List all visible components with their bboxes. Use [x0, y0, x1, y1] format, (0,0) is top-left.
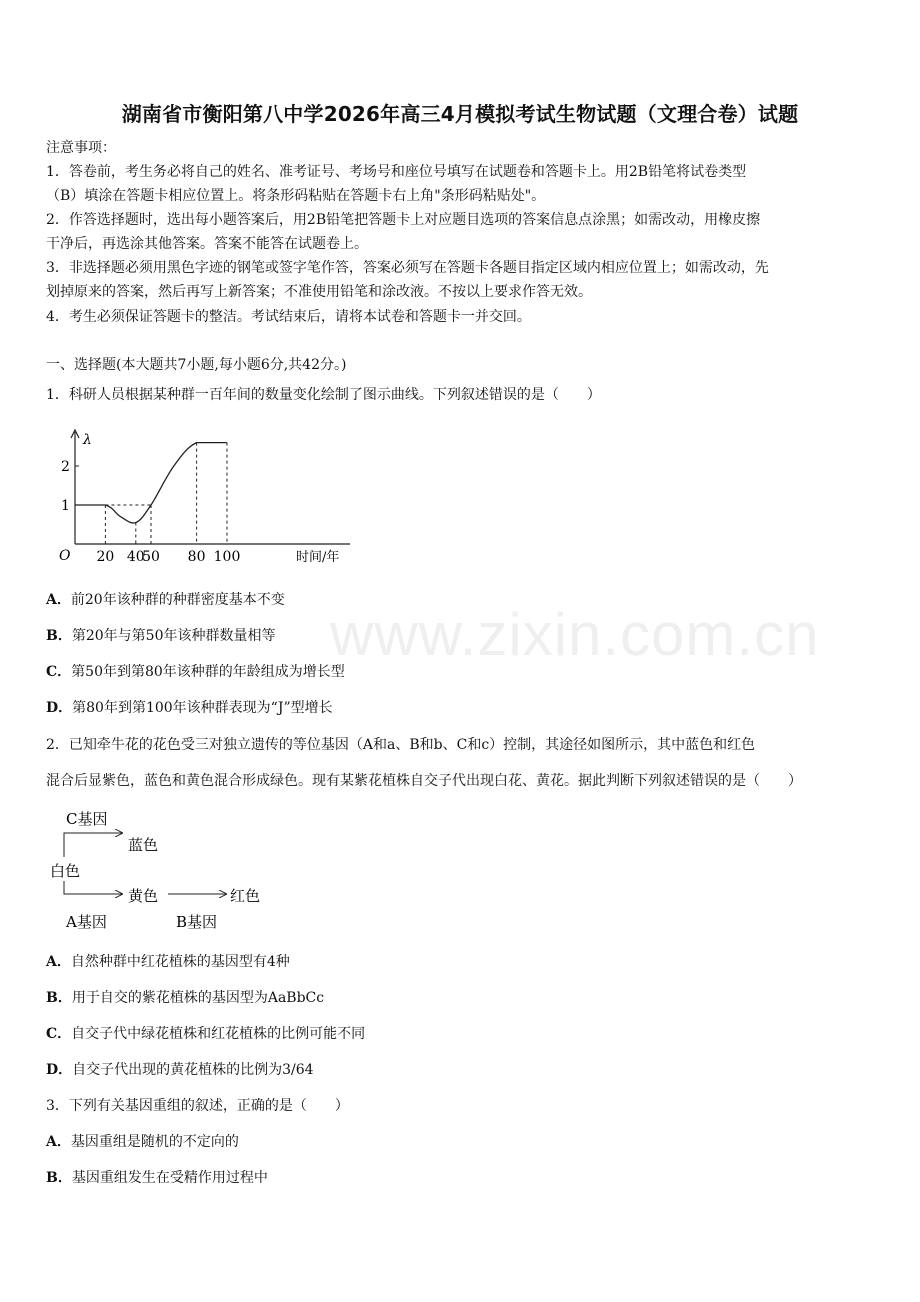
red-label: 红色 [230, 887, 261, 905]
origin-label: O [59, 548, 71, 564]
q2-option-d[interactable]: D．自交子代出现的黄花植株的比例为3/64 [46, 1062, 314, 1078]
x-tick-label: 50 [142, 549, 160, 565]
q2-option-a[interactable]: A．自然种群中红花植株的基因型有4种 [46, 954, 290, 970]
watermark: www.zixin.com.cn [330, 601, 820, 668]
x-tick-label: 100 [213, 549, 241, 565]
q2-stem-line1: 2．已知牵牛花的花色受三对独立遗传的等位基因（A和a、B和b、C和c）控制，其途径如图所示，其中蓝色和红色 [46, 737, 756, 753]
notice-line: 划掉原来的答案，然后再写上新答案；不准使用铅笔和涂改液。不按以上要求作答无效。 [46, 284, 592, 300]
q2-option-c[interactable]: C．自交子代中绿花植株和红花植株的比例可能不同 [46, 1026, 366, 1042]
y-tick-label: 1 [61, 498, 70, 514]
white-label: 白色 [50, 862, 81, 880]
x-axis-label: 时间/年 [296, 550, 340, 565]
page-title: 湖南省市衡阳第八中学2026年高三4月模拟考试生物试题（文理合卷）试题 [121, 102, 799, 126]
b-gene-label: B基因 [176, 913, 218, 931]
q1-option-d[interactable]: D．第80年到第100年该种群表现为“J”型增长 [46, 700, 333, 716]
q1-option-c[interactable]: C．第50年到第80年该种群的年龄组成为增长型 [46, 664, 345, 680]
yellow-label: 黄色 [128, 887, 159, 905]
q2-option-b[interactable]: B．用于自交的紫花植株的基因型为AaBbCc [46, 990, 325, 1006]
lambda-chart [50, 424, 370, 574]
q3-option-a[interactable]: A．基因重组是随机的不定向的 [46, 1134, 239, 1150]
q3-stem: 3．下列有关基因重组的叙述，正确的是（ ） [46, 1098, 349, 1114]
lambda-curve [75, 443, 227, 523]
notice-line: 1．答卷前，考生务必将自己的姓名、准考证号、考场号和座位号填写在试题卷和答题卡上。用2B铅笔将试卷类型 [46, 164, 747, 180]
blue-label: 蓝色 [128, 836, 159, 854]
q1-option-b[interactable]: B．第20年与第50年该种群数量相等 [46, 628, 276, 644]
q1-option-a[interactable]: A．前20年该种群的种群密度基本不变 [46, 592, 285, 608]
notice-line: 干净后，再选涂其他答案。答案不能答在试题卷上。 [46, 236, 368, 252]
c-gene-label: C基因 [66, 810, 108, 828]
arrow-to-blue [64, 833, 122, 857]
x-tick-label: 80 [187, 549, 206, 565]
notice-line: （B）填涂在答题卡相应位置上。将条形码粘贴在答题卡右上角"条形码粘贴处"。 [46, 188, 546, 204]
section-heading: 一、选择题(本大题共7小题,每小题6分,共42分。) [46, 357, 347, 373]
a-gene-label: A基因 [66, 913, 107, 931]
arrow-to-yellow [64, 881, 122, 894]
pigment-pathway-diagram [46, 804, 286, 934]
q3-option-b[interactable]: B．基因重组发生在受精作用过程中 [46, 1170, 268, 1186]
y-tick-label: 2 [61, 459, 70, 475]
notice-line: 4．考生必须保证答题卡的整洁。考试结束后，请将本试卷和答题卡一并交回。 [46, 309, 531, 325]
notice-heading: 注意事项： [46, 140, 116, 156]
q2-stem-line2: 混合后显紫色，蓝色和黄色混合形成绿色。现有某紫花植株自交子代出现白花、黄花。据此判断下列叙述错误的是（ ） [46, 773, 802, 789]
x-tick-label: 40 [126, 549, 145, 565]
notice-line: 2．作答选择题时，选出每小题答案后，用2B铅笔把答题卡上对应题目选项的答案信息点涂黑；如需改动，用橡皮擦 [46, 212, 761, 228]
y-axis-label: λ [83, 432, 92, 448]
x-tick-label: 20 [96, 549, 115, 565]
q1-stem: 1．科研人员根据某种群一百年间的数量变化绘制了图示曲线。下列叙述错误的是（ ） [46, 387, 601, 403]
notice-line: 3．非选择题必须用黑色字迹的钢笔或签字笔作答，答案必须写在答题卡各题目指定区域内相应位置上；如需改动，先 [46, 260, 769, 276]
